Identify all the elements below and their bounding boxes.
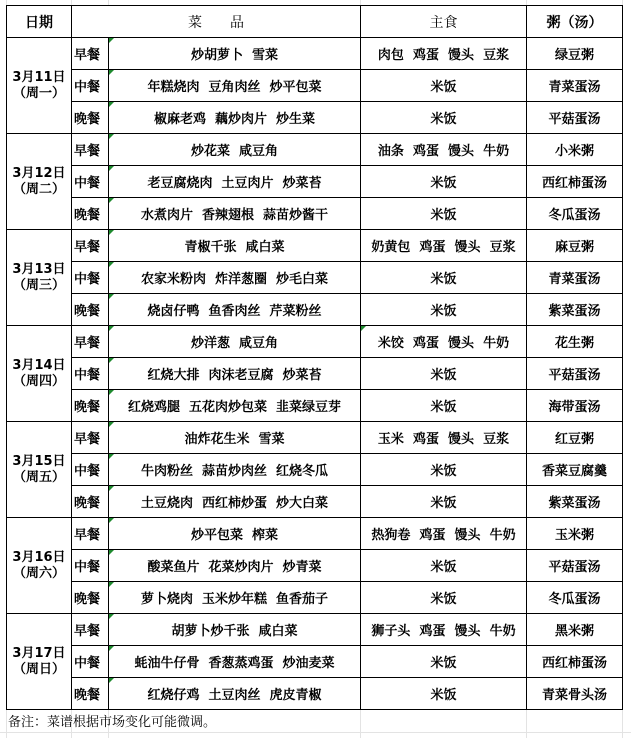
staple-text: 米饭 — [430, 560, 457, 575]
staple-text: 米饭 — [430, 272, 457, 287]
dishes-text: 红烧仔鸡 土豆肉丝 虎皮青椒 — [147, 688, 322, 703]
soup-cell: 青菜蛋汤 — [527, 70, 623, 102]
weekday-label: （周五） — [12, 469, 65, 485]
table-row — [7, 166, 623, 198]
staple-cell — [361, 294, 527, 326]
meal-type-cell: 中餐 — [72, 358, 109, 390]
dishes-cell — [109, 294, 361, 326]
date-cell — [7, 614, 72, 710]
dishes-cell — [109, 422, 361, 454]
date-cell — [7, 518, 72, 614]
weekly-menu-table — [6, 5, 623, 710]
meal-type-cell: 早餐 — [72, 38, 109, 70]
meal-type-cell: 晚餐 — [72, 102, 109, 134]
comment-marker-icon — [361, 326, 366, 331]
meal-type-cell: 晚餐 — [72, 678, 109, 710]
staple-cell — [361, 102, 527, 134]
date-cell — [7, 134, 72, 230]
soup-cell: 平菇蛋汤 — [527, 358, 623, 390]
header-staple: 主食 — [361, 6, 527, 38]
date-label: 3月14日 — [12, 357, 66, 373]
dishes-cell — [109, 102, 361, 134]
staple-text: 米饭 — [430, 112, 457, 127]
staple-text: 米饭 — [430, 656, 457, 671]
soup-cell: 紫菜蛋汤 — [527, 294, 623, 326]
dishes-text: 红烧鸡腿 五花肉炒包菜 韭菜绿豆芽 — [127, 400, 342, 415]
soup-cell: 绿豆粥 — [527, 38, 623, 70]
table-row — [7, 198, 623, 230]
soup-cell: 冬瓜蛋汤 — [527, 582, 623, 614]
staple-text: 米饺 鸡蛋 馒头 牛奶 — [377, 336, 510, 351]
comment-marker-icon — [109, 262, 114, 267]
table-row — [7, 390, 623, 422]
staple-text: 米饭 — [430, 592, 457, 607]
meal-type-cell: 早餐 — [72, 134, 109, 166]
staple-cell — [361, 390, 527, 422]
dishes-text: 年糕烧肉 豆角肉丝 炒平包菜 — [147, 80, 322, 95]
dishes-text: 牛肉粉丝 蒜苗炒肉丝 红烧冬瓜 — [140, 464, 329, 479]
staple-cell — [361, 518, 527, 550]
table-row — [7, 134, 623, 166]
dishes-cell — [109, 550, 361, 582]
comment-marker-icon — [109, 390, 114, 395]
meal-type-cell: 晚餐 — [72, 294, 109, 326]
dishes-text: 水煮肉片 香辣翅根 蒜苗炒酱干 — [140, 208, 329, 223]
table-row — [7, 486, 623, 518]
comment-marker-icon — [109, 614, 114, 619]
dishes-text: 炒平包菜 榨菜 — [190, 528, 279, 543]
meal-type-cell: 晚餐 — [72, 486, 109, 518]
dishes-text: 酸菜鱼片 花菜炒肉片 炒青菜 — [147, 560, 322, 575]
staple-text: 狮子头 鸡蛋 馒头 牛奶 — [371, 624, 516, 639]
dishes-cell — [109, 518, 361, 550]
staple-cell — [361, 454, 527, 486]
meal-type-cell: 中餐 — [72, 262, 109, 294]
meal-type-cell: 早餐 — [72, 614, 109, 646]
staple-cell — [361, 38, 527, 70]
table-row — [7, 582, 623, 614]
soup-cell: 小米粥 — [527, 134, 623, 166]
dishes-text: 萝卜烧肉 玉米炒年糕 鱼香茄子 — [140, 592, 329, 607]
staple-text: 肉包 鸡蛋 馒头 豆浆 — [377, 48, 510, 63]
comment-marker-icon — [109, 454, 114, 459]
dishes-cell — [109, 614, 361, 646]
staple-cell — [361, 134, 527, 166]
soup-cell: 紫菜蛋汤 — [527, 486, 623, 518]
table-row — [7, 70, 623, 102]
staple-text: 米饭 — [430, 400, 457, 415]
comment-marker-icon — [109, 326, 114, 331]
date-label: 3月13日 — [12, 261, 66, 277]
date-cell — [7, 38, 72, 134]
soup-cell: 西红柿蛋汤 — [527, 166, 623, 198]
dishes-cell — [109, 358, 361, 390]
meal-type-cell: 中餐 — [72, 550, 109, 582]
date-label: 3月11日 — [12, 69, 66, 85]
soup-cell: 海带蛋汤 — [527, 390, 623, 422]
comment-marker-icon — [109, 678, 114, 683]
weekday-label: （周二） — [12, 181, 65, 197]
header-date: 日期 — [7, 6, 72, 38]
weekday-label: （周六） — [12, 565, 65, 581]
weekday-label: （周一） — [12, 85, 65, 101]
table-row — [7, 230, 623, 262]
staple-cell — [361, 70, 527, 102]
table-row — [7, 422, 623, 454]
comment-marker-icon — [109, 518, 114, 523]
soup-cell: 麻豆粥 — [527, 230, 623, 262]
staple-text: 米饭 — [430, 80, 457, 95]
comment-marker-icon — [109, 294, 114, 299]
meal-type-cell: 中餐 — [72, 454, 109, 486]
staple-text: 米饭 — [430, 464, 457, 479]
comment-marker-icon — [109, 38, 114, 43]
dishes-cell — [109, 454, 361, 486]
table-row — [7, 102, 623, 134]
staple-text: 油条 鸡蛋 馒头 牛奶 — [377, 144, 510, 159]
staple-cell — [361, 678, 527, 710]
staple-cell — [361, 326, 527, 358]
dishes-text: 炒洋葱 咸豆角 — [190, 336, 279, 351]
comment-marker-icon — [109, 486, 114, 491]
meal-type-cell: 中餐 — [72, 70, 109, 102]
dishes-cell — [109, 70, 361, 102]
staple-text: 玉米 鸡蛋 馒头 豆浆 — [377, 432, 510, 447]
table-row — [7, 454, 623, 486]
comment-marker-icon — [109, 134, 114, 139]
table-row — [7, 358, 623, 390]
staple-text: 米饭 — [430, 368, 457, 383]
dishes-text: 土豆烧肉 西红柿炒蛋 炒大白菜 — [140, 496, 329, 511]
comment-marker-icon — [109, 550, 114, 555]
staple-text: 米饭 — [430, 496, 457, 511]
dishes-text: 老豆腐烧肉 土豆肉片 炒菜苔 — [147, 176, 322, 191]
table-row — [7, 678, 623, 710]
dishes-cell — [109, 262, 361, 294]
table-row — [7, 550, 623, 582]
header-soup: 粥（汤） — [527, 6, 623, 38]
table-row — [7, 262, 623, 294]
dishes-cell — [109, 678, 361, 710]
staple-text: 米饭 — [430, 688, 457, 703]
footnote: 备注：菜谱根据市场变化可能微调。 — [8, 715, 217, 730]
weekday-label: （周日） — [12, 661, 65, 677]
dishes-text: 红烧大排 肉沫老豆腐 炒菜苔 — [147, 368, 322, 383]
staple-text: 热狗卷 鸡蛋 馒头 牛奶 — [371, 528, 516, 543]
comment-marker-icon — [109, 358, 114, 363]
soup-cell: 青菜骨头汤 — [527, 678, 623, 710]
staple-cell — [361, 422, 527, 454]
dishes-text: 农家米粉肉 炸洋葱圈 炒毛白菜 — [140, 272, 329, 287]
date-cell — [7, 422, 72, 518]
gridline — [0, 732, 631, 733]
meal-type-cell: 晚餐 — [72, 198, 109, 230]
comment-marker-icon — [109, 582, 114, 587]
dishes-cell — [109, 166, 361, 198]
staple-text: 米饭 — [430, 176, 457, 191]
dishes-cell — [109, 198, 361, 230]
soup-cell: 冬瓜蛋汤 — [527, 198, 623, 230]
staple-cell — [361, 230, 527, 262]
staple-cell — [361, 198, 527, 230]
soup-cell: 平菇蛋汤 — [527, 102, 623, 134]
dishes-cell — [109, 38, 361, 70]
comment-marker-icon — [109, 70, 114, 75]
date-label: 3月15日 — [12, 453, 66, 469]
dishes-text: 炒胡萝卜 雪菜 — [190, 48, 279, 63]
date-cell — [7, 230, 72, 326]
meal-type-cell: 早餐 — [72, 230, 109, 262]
meal-type-cell: 中餐 — [72, 166, 109, 198]
table-row — [7, 518, 623, 550]
meal-type-cell: 早餐 — [72, 326, 109, 358]
soup-cell: 红豆粥 — [527, 422, 623, 454]
meal-type-cell: 早餐 — [72, 422, 109, 454]
table-row — [7, 646, 623, 678]
comment-marker-icon — [109, 646, 114, 651]
date-label: 3月16日 — [12, 549, 66, 565]
dishes-cell — [109, 230, 361, 262]
staple-text: 米饭 — [430, 304, 457, 319]
soup-cell: 西红柿蛋汤 — [527, 646, 623, 678]
staple-cell — [361, 166, 527, 198]
staple-cell — [361, 582, 527, 614]
dishes-cell — [109, 582, 361, 614]
table-row — [7, 38, 623, 70]
soup-cell: 黑米粥 — [527, 614, 623, 646]
meal-type-cell: 早餐 — [72, 518, 109, 550]
dishes-text: 胡萝卜炒千张 咸白菜 — [171, 624, 298, 639]
soup-cell: 青菜蛋汤 — [527, 262, 623, 294]
soup-cell: 玉米粥 — [527, 518, 623, 550]
dishes-cell — [109, 134, 361, 166]
table-row — [7, 614, 623, 646]
dishes-text: 蚝油牛仔骨 香葱蒸鸡蛋 炒油麦菜 — [134, 656, 335, 671]
staple-text: 米饭 — [430, 208, 457, 223]
soup-cell: 香菜豆腐羹 — [527, 454, 623, 486]
date-label: 3月12日 — [12, 165, 66, 181]
header-dishes: 菜 品 — [72, 6, 361, 38]
dishes-cell — [109, 486, 361, 518]
soup-cell: 平菇蛋汤 — [527, 550, 623, 582]
dishes-text: 烧卤仔鸭 鱼香肉丝 芹菜粉丝 — [147, 304, 322, 319]
weekday-label: （周四） — [12, 373, 65, 389]
dishes-text: 青椒千张 咸白菜 — [184, 240, 285, 255]
staple-cell — [361, 262, 527, 294]
dishes-cell — [109, 646, 361, 678]
meal-type-cell: 中餐 — [72, 646, 109, 678]
comment-marker-icon — [109, 422, 114, 427]
staple-cell — [361, 358, 527, 390]
comment-marker-icon — [109, 166, 114, 171]
soup-cell: 花生粥 — [527, 326, 623, 358]
staple-cell — [361, 550, 527, 582]
meal-type-cell: 晚餐 — [72, 582, 109, 614]
header-row — [7, 6, 623, 38]
dishes-text: 炒花菜 咸豆角 — [190, 144, 279, 159]
staple-cell — [361, 614, 527, 646]
staple-cell — [361, 486, 527, 518]
staple-cell — [361, 646, 527, 678]
weekday-label: （周三） — [12, 277, 65, 293]
comment-marker-icon — [109, 198, 114, 203]
dishes-cell — [109, 326, 361, 358]
comment-marker-icon — [109, 230, 114, 235]
dishes-text: 椒麻老鸡 藕炒肉片 炒生菜 — [153, 112, 316, 127]
date-label: 3月17日 — [12, 645, 66, 661]
table-row — [7, 326, 623, 358]
staple-text: 奶黄包 鸡蛋 馒头 豆浆 — [371, 240, 516, 255]
comment-marker-icon — [109, 102, 114, 107]
dishes-text: 油炸花生米 雪菜 — [184, 432, 285, 447]
date-cell — [7, 326, 72, 422]
dishes-cell — [109, 390, 361, 422]
table-row — [7, 294, 623, 326]
meal-type-cell: 晚餐 — [72, 390, 109, 422]
